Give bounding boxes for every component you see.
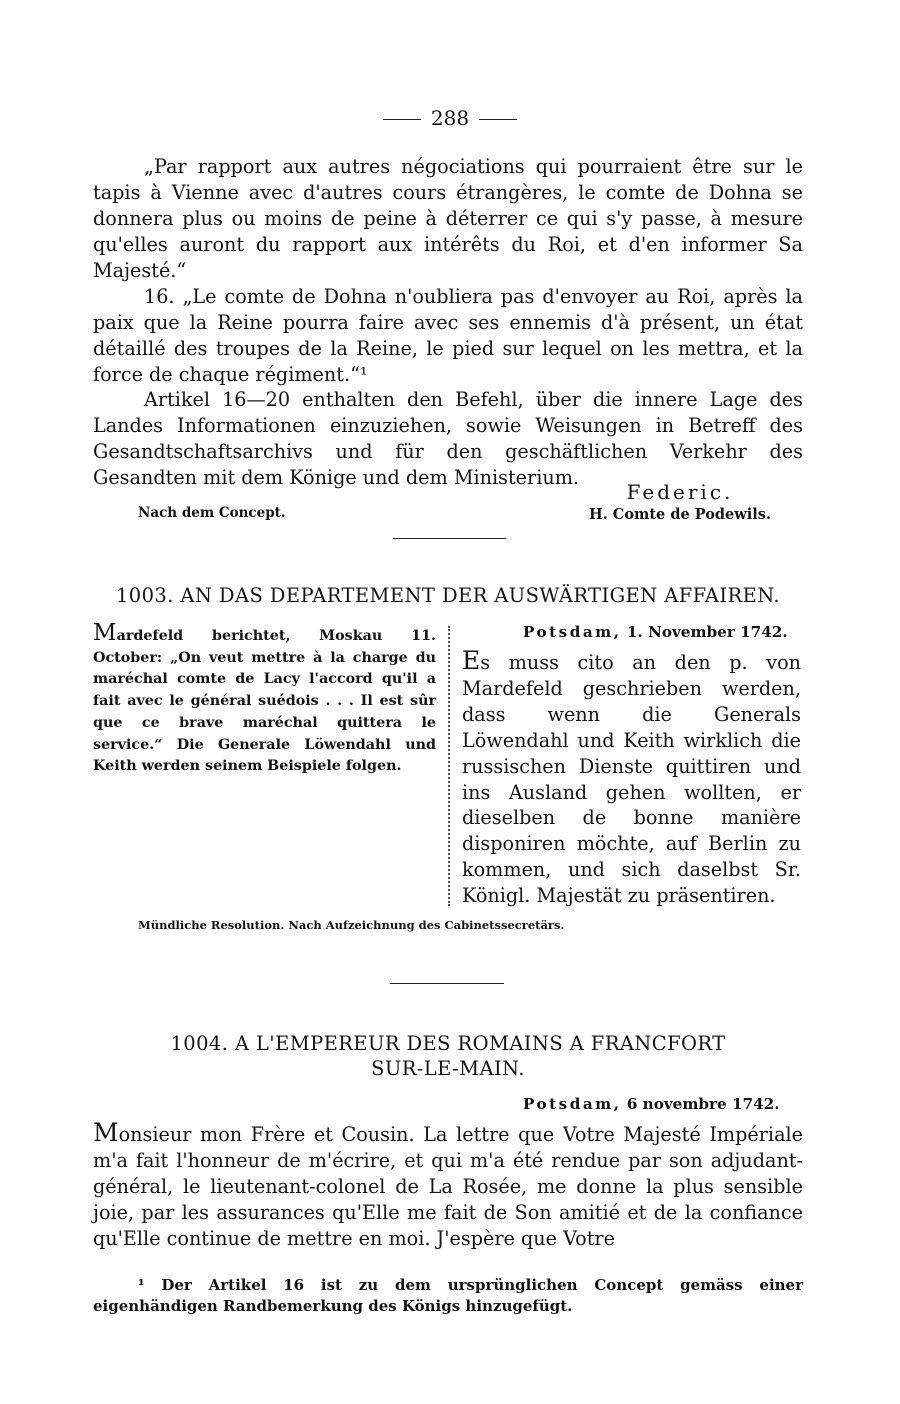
doc-1003-summary-text: ardefeld berichtet, Moskau 11. October: „On veut mettre à la charge du maréchal comte de Lacy l'accord qu'il a fait avec le général suédois . . . Il est sûr que ce brave maréchal quittera le service.“ Die Generale Löwendahl und Keith werden seinem Beispiele folgen.: [93, 628, 436, 775]
doc-1004-dateline: [523, 1095, 780, 1113]
doc-1004-body: [93, 1120, 803, 1252]
section-divider-2: [390, 983, 504, 984]
doc-1003-date: 1. November 1742.: [621, 623, 788, 641]
footnote: ¹ Der Artikel 16 ist zu dem ursprünglichen Concept gemäss einer eigenhändigen Randbemerkung des Königs hinzugefügt.: [93, 1276, 803, 1315]
doc-1004-date-place: Potsdam,: [523, 1095, 622, 1113]
doc-1004-body-initial: M: [93, 1118, 119, 1147]
doc-1003-heading: 1003. AN DAS DEPARTEMENT DER AUSWÄRTIGEN AFFAIREN.: [115, 584, 781, 607]
quote-paragraph-2: 16. „Le comte de Dohna n'oubliera pas d'envoyer au Roi, après la paix que la Reine pourra faire avec ses ennemis d'à présent, un état détaillé des troupes de la Reine, le pied sur lequel on les mettra, et la force de chaque régiment.“¹: [93, 285, 803, 386]
page-number: 288: [430, 106, 470, 130]
doc-1003-summary: [93, 620, 436, 778]
doc-1003-body-text: s muss cito an den p. von Mardefeld geschrieben werden, dass wenn die Generals Löwendahl und Keith wirklich die russischen Dienste quittiren und ins Ausland gehen wollten, er dieselben de bonne manière disponiren möchte, auf Berlin zu kommen, und sich daselbst Sr. Königl. Majestät zu präsentiren.: [462, 651, 801, 908]
doc-1003-body-initial: E: [462, 646, 481, 675]
signature-minister: H. Comte de Podewils.: [589, 506, 771, 523]
section-divider-1: [393, 538, 506, 539]
signature-name: Federic.: [626, 480, 734, 504]
doc-1004-date: 6 novembre 1742.: [621, 1095, 780, 1113]
source-note: Nach dem Concept.: [138, 505, 286, 521]
doc-1004-body-text: onsieur mon Frère et Cousin. La lettre que Votre Majesté Impériale m'a fait l'honneur de m'écrire, et qui m'a été rendue par son adjudant-général, le lieutenant-colonel de La Rosée, me donne la plus sensible joie, par les assurances qu'Elle me fait de Son amitié et de la confiance qu'Elle continue de mettre en moi. J'espère que Votre: [93, 1123, 803, 1250]
doc-1003-dateline: [523, 623, 788, 641]
page-number-line: [0, 106, 900, 130]
doc-1003-summary-initial: M: [93, 620, 117, 646]
doc-1004-heading-line-2: SUR-LE-MAIN.: [371, 1057, 525, 1080]
signature-block: [560, 480, 800, 523]
doc-1004-heading-line-1: 1004. A L'EMPEREUR DES ROMAINS A FRANCFORT: [170, 1032, 726, 1055]
column-divider: [448, 626, 450, 906]
quote-paragraph-1: „Par rapport aux autres négociations qui pourraient être sur le tapis à Vienne avec d'autres cours étrangères, le comte de Dohna se donnera plus ou moins de peine à déterrer ce qui s'y passe, à mesure qu'elles auront du rapport aux intérêts du Roi, et d'en informer Sa Majesté.“: [93, 155, 803, 282]
page-number-right-dash: [479, 119, 517, 120]
doc-1003-body: [462, 648, 801, 909]
doc-1003-resolution: Mündliche Resolution. Nach Aufzeichnung des Cabinetssecretärs.: [138, 918, 565, 932]
doc-1003-date-place: Potsdam,: [523, 623, 622, 641]
page-number-left-dash: [383, 119, 421, 120]
summary-paragraph: Artikel 16—20 enthalten den Befehl, über die innere Lage des Landes Informationen einzuziehen, sowie Weisungen in Betreff des Gesandtschaftsarchivs und für den geschäftlichen Verkehr des Gesandten mit dem Könige und dem Ministerium.: [93, 388, 803, 489]
